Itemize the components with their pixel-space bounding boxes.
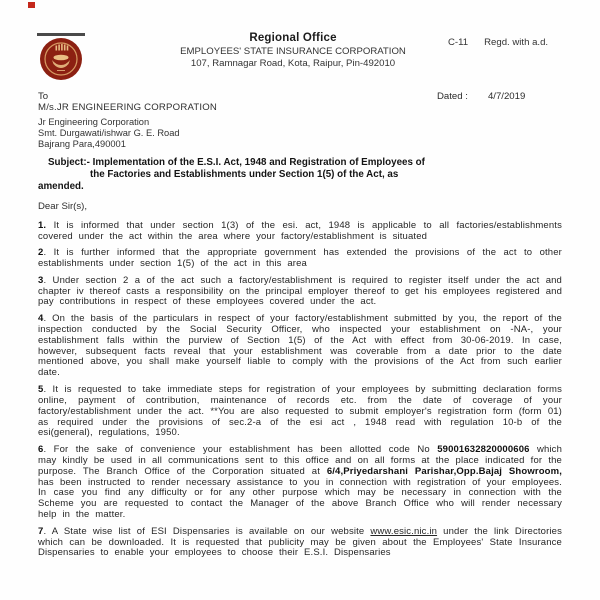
addressee-address (38, 117, 180, 149)
subject-block (38, 157, 538, 192)
text-segment: . It is requested to take immediate steps for registration of your employees by submitting declaration forms online, payment of contribution, maintenance of records etc. from the date of coverage of your factory/establishment under the act. **You are also requested to submit employer's registration form (form 01) as required under the provisions of sec.2-a of the esi act , 1948 read with regulation 10-b of the esi(general), regulations, 1950. (38, 383, 562, 439)
esic-logo-icon (39, 37, 83, 81)
text-segment: 6 (38, 443, 44, 455)
text-segment: It is informed that under section 1(3) of the esi. act, 1948 is applicable to all factories/establishments covered under the act within the area where your factory/establishment is situated (38, 220, 562, 242)
dated-row (437, 91, 525, 102)
letterhead-right (448, 37, 548, 48)
text-segment: 3 (38, 274, 44, 286)
text-segment: . It is further informed that the appropriate government has extended the provisions of the act to other establishments under section 1(5) of the act in this area (38, 247, 562, 270)
text-segment: 6/4,Priyedarshani Parishar,Opp.Bajaj Showroom, (326, 465, 562, 477)
text-segment: . For the sake of convenience your establishment has been allotted code No (43, 443, 438, 455)
body-paragraph (38, 385, 562, 440)
letter-body (38, 201, 562, 565)
to-label: To (38, 91, 49, 102)
body-paragraph (38, 221, 562, 243)
code-ref: C-11 (448, 37, 469, 48)
body-paragraph (38, 445, 562, 521)
letterhead (128, 32, 458, 69)
org-address: 107, Ramnagar Road, Kota, Raipur, Pin-492010 (190, 58, 396, 69)
website-link[interactable]: www.esic.nic.in (370, 525, 438, 537)
text-segment: 7 (38, 525, 44, 537)
text-segment: 5 (38, 383, 44, 395)
text-segment: . Under section 2 a of the act such a factory/establishment is required to register itself under the act and chapter iv thereof casts a responsibility on the principal employer thereof to get his employees registered and pay contributions in respect of these employees covered under the act. (38, 274, 562, 308)
text-segment: . On the basis of the particulars in respect of your factory/establishment submitted by you, the report of the inspection conducted by the Social Security Officer, who inspected your establishment on -NA-, your establishment falls within the purview of Section 1(5) of the Act with effect from 30-06-2019. In case, however, subsequent facts reveal that your establishment was coverable from a date prior to the date mentioned above, you shall make yourself liable to comply with the provisions of the Act from such earlier date. (38, 312, 562, 379)
date-value: 4/7/2019 (487, 91, 526, 102)
text-segment: which may kindly be used in all communications sent to this office and on all forms at the place indicated for the purpose. The Branch Office of the Corporation situated at (38, 443, 563, 477)
subject-line: amended. (38, 180, 84, 192)
addressee-name: M/s.JR ENGINEERING CORPORATION (38, 102, 218, 113)
text-segment: 59001632820000606 (437, 443, 530, 455)
text-segment: has been instructed to render necessary assistance to you in connection with registration of your employees. In case you find any difficulty or for any other purpose which may be necessary in connection with the Scheme you are requested to contact the Manager of the above Branch Office who will render necessary help in the matter. (38, 476, 562, 521)
address-line: Jr Engineering Corporation (38, 117, 150, 127)
org-name: EMPLOYEES' STATE INSURANCE CORPORATION (180, 46, 406, 57)
scan-corner-mark (28, 2, 35, 8)
paragraph-list (38, 221, 562, 559)
body-paragraph (38, 314, 562, 379)
text-segment: . A State wise list of ESI Dispensaries is available on our website (43, 525, 371, 537)
body-paragraph (38, 248, 562, 270)
text-segment: under the link Directories which can be downloaded. It is requested that publicity may be given about the Employees' State Insurance Dispensaries to enable your employees to choose their E.S.I. Dispensaries (38, 525, 562, 559)
office-title: Regional Office (249, 32, 337, 44)
subject-line: Subject:- Implementation of the E.S.I. Act, 1948 and Registration of Employees of (48, 157, 425, 168)
regd-label: Regd. with a.d. (484, 37, 549, 48)
text-segment: 1. (38, 220, 47, 231)
dated-label: Dated : (437, 91, 468, 102)
body-paragraph (38, 527, 562, 560)
scan-artifact-line (37, 33, 85, 36)
body-paragraph (38, 276, 562, 309)
address-line: Bajrang Para,490001 (38, 138, 126, 149)
subject-line: the Factories and Establishments under Section 1(5) of the Act, as (90, 168, 399, 180)
text-segment: 2 (38, 247, 44, 259)
address-line: Smt. Durgawati/ishwar G. E. Road (38, 127, 180, 138)
salutation: Dear Sir(s), (38, 201, 88, 212)
text-segment: 4 (38, 312, 44, 324)
